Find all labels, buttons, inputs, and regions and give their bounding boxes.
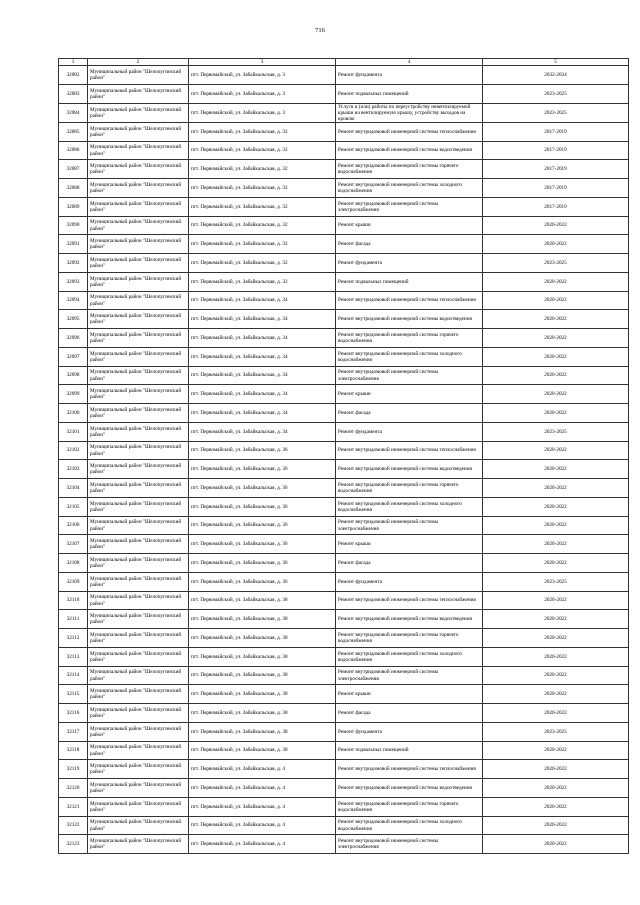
period-cell: 2020-2022 bbox=[483, 460, 629, 479]
work-type-cell: Ремонт внутридомовой инженерной системы горячего водоснабжения bbox=[336, 160, 483, 179]
address-cell: пгт. Первомайский, ул. Забайкальская, д. 36 bbox=[189, 479, 336, 498]
work-type-cell: Ремонт внутридомовой инженерной системы электроснабжения bbox=[336, 666, 483, 685]
column-header: 4 bbox=[336, 59, 483, 66]
address-cell: пгт. Первомайский, ул. Забайкальская, д. 38 bbox=[189, 741, 336, 760]
period-cell: 2020-2022 bbox=[483, 647, 629, 666]
work-type-cell: Ремонт внутридомовой инженерной системы электроснабжения bbox=[336, 516, 483, 535]
municipality-cell: Муниципальный район "Шелопугинский район" bbox=[88, 666, 189, 685]
period-cell: 2020-2022 bbox=[483, 329, 629, 348]
work-type-cell: Ремонт внутридомовой инженерной системы теплоснабжения bbox=[336, 591, 483, 610]
row-number-cell: 32096 bbox=[59, 329, 88, 348]
municipality-cell: Муниципальный район "Шелопугинский район" bbox=[88, 479, 189, 498]
work-type-cell: Ремонт фундамента bbox=[336, 572, 483, 591]
table-row bbox=[59, 591, 629, 610]
table-row bbox=[59, 122, 629, 141]
period-cell: 2020-2022 bbox=[483, 704, 629, 723]
row-number-cell: 32094 bbox=[59, 291, 88, 310]
municipality-cell: Муниципальный район "Шелопугинский район" bbox=[88, 760, 189, 779]
work-type-cell: Ремонт фундамента bbox=[336, 722, 483, 741]
row-number-cell: 32090 bbox=[59, 216, 88, 235]
address-cell: пгт. Первомайский, ул. Забайкальская, д. 3 bbox=[189, 84, 336, 103]
table-row bbox=[59, 779, 629, 798]
work-type-cell: Ремонт внутридомовой инженерной системы теплоснабжения bbox=[336, 441, 483, 460]
work-type-cell: Ремонт фундамента bbox=[336, 422, 483, 441]
address-cell: пгт. Первомайский, ул. Забайкальская, д. 36 bbox=[189, 516, 336, 535]
row-number-cell: 32114 bbox=[59, 666, 88, 685]
municipality-cell: Муниципальный район "Шелопугинский район" bbox=[88, 254, 189, 273]
municipality-cell: Муниципальный район "Шелопугинский район" bbox=[88, 404, 189, 423]
table-row bbox=[59, 385, 629, 404]
work-type-cell: Ремонт крыши bbox=[336, 535, 483, 554]
address-cell: пгт. Первомайский, ул. Забайкальская, д. 32 bbox=[189, 235, 336, 254]
address-cell: пгт. Первомайский, ул. Забайкальская, д. 38 bbox=[189, 722, 336, 741]
municipality-cell: Муниципальный район "Шелопугинский район" bbox=[88, 441, 189, 460]
table-row bbox=[59, 647, 629, 666]
period-cell: 2020-2022 bbox=[483, 479, 629, 498]
address-cell: пгт. Первомайский, ул. Забайкальская, д. 32 bbox=[189, 254, 336, 273]
municipality-cell: Муниципальный район "Шелопугинский район" bbox=[88, 722, 189, 741]
municipality-cell: Муниципальный район "Шелопугинский район" bbox=[88, 385, 189, 404]
municipality-cell: Муниципальный район "Шелопугинский район" bbox=[88, 741, 189, 760]
table-row bbox=[59, 741, 629, 760]
municipality-cell: Муниципальный район "Шелопугинский район" bbox=[88, 366, 189, 385]
period-cell: 2023-2025 bbox=[483, 422, 629, 441]
row-number-cell: 32101 bbox=[59, 422, 88, 441]
period-cell: 2020-2022 bbox=[483, 629, 629, 648]
row-number-cell: 32095 bbox=[59, 310, 88, 329]
period-cell: 2017-2019 bbox=[483, 197, 629, 216]
row-number-cell: 32093 bbox=[59, 272, 88, 291]
table-row bbox=[59, 835, 629, 854]
address-cell: пгт. Первомайский, ул. Забайкальская, д. 38 bbox=[189, 610, 336, 629]
table-row bbox=[59, 272, 629, 291]
municipality-cell: Муниципальный район "Шелопугинский район" bbox=[88, 497, 189, 516]
address-cell: пгт. Первомайский, ул. Забайкальская, д. 32 bbox=[189, 197, 336, 216]
address-cell: пгт. Первомайский, ул. Забайкальская, д. 32 bbox=[189, 160, 336, 179]
row-number-cell: 32087 bbox=[59, 160, 88, 179]
period-cell: 2020-2022 bbox=[483, 497, 629, 516]
address-cell: пгт. Первомайский, ул. Забайкальская, д. 4 bbox=[189, 835, 336, 854]
work-type-cell: Ремонт подвальных помещений bbox=[336, 84, 483, 103]
table-row bbox=[59, 366, 629, 385]
municipality-cell: Муниципальный район "Шелопугинский район" bbox=[88, 610, 189, 629]
row-number-cell: 32117 bbox=[59, 722, 88, 741]
table-row bbox=[59, 760, 629, 779]
address-cell: пгт. Первомайский, ул. Забайкальская, д. 34 bbox=[189, 291, 336, 310]
period-cell: 2017-2019 bbox=[483, 122, 629, 141]
page-number: 716 bbox=[315, 27, 325, 34]
column-header: 5 bbox=[483, 59, 629, 66]
column-header: 2 bbox=[88, 59, 189, 66]
table-row bbox=[59, 291, 629, 310]
address-cell: пгт. Первомайский, ул. Забайкальская, д. 3 bbox=[189, 66, 336, 85]
address-cell: пгт. Первомайский, ул. Забайкальская, д. 36 bbox=[189, 554, 336, 573]
row-number-cell: 32085 bbox=[59, 122, 88, 141]
municipality-cell: Муниципальный район "Шелопугинский район" bbox=[88, 160, 189, 179]
table-row bbox=[59, 685, 629, 704]
table-row bbox=[59, 216, 629, 235]
address-cell: пгт. Первомайский, ул. Забайкальская, д. 4 bbox=[189, 760, 336, 779]
municipality-cell: Муниципальный район "Шелопугинский район" bbox=[88, 554, 189, 573]
period-cell: 2020-2022 bbox=[483, 835, 629, 854]
municipality-cell: Муниципальный район "Шелопугинский район" bbox=[88, 103, 189, 122]
table-row bbox=[59, 497, 629, 516]
row-number-cell: 32105 bbox=[59, 497, 88, 516]
work-type-cell: Ремонт внутридомовой инженерной системы теплоснабжения bbox=[336, 760, 483, 779]
row-number-cell: 32112 bbox=[59, 629, 88, 648]
row-number-cell: 32083 bbox=[59, 84, 88, 103]
period-cell: 2020-2022 bbox=[483, 272, 629, 291]
table-row bbox=[59, 572, 629, 591]
period-cell: 2020-2022 bbox=[483, 797, 629, 816]
municipality-cell: Муниципальный район "Шелопугинский район" bbox=[88, 216, 189, 235]
address-cell: пгт. Первомайский, ул. Забайкальская, д. 34 bbox=[189, 347, 336, 366]
row-number-cell: 32118 bbox=[59, 741, 88, 760]
work-type-cell: Ремонт подвальных помещений bbox=[336, 741, 483, 760]
municipality-cell: Муниципальный район "Шелопугинский район" bbox=[88, 197, 189, 216]
work-type-cell: Ремонт внутридомовой инженерной системы электроснабжения bbox=[336, 366, 483, 385]
municipality-cell: Муниципальный район "Шелопугинский район" bbox=[88, 291, 189, 310]
municipality-cell: Муниципальный район "Шелопугинский район" bbox=[88, 835, 189, 854]
address-cell: пгт. Первомайский, ул. Забайкальская, д. 36 bbox=[189, 535, 336, 554]
row-number-cell: 32092 bbox=[59, 254, 88, 273]
row-number-cell: 32107 bbox=[59, 535, 88, 554]
municipality-cell: Муниципальный район "Шелопугинский район" bbox=[88, 591, 189, 610]
work-type-cell: Ремонт крыши bbox=[336, 216, 483, 235]
table-row bbox=[59, 329, 629, 348]
address-cell: пгт. Первомайский, ул. Забайкальская, д. 34 bbox=[189, 404, 336, 423]
address-cell: пгт. Первомайский, ул. Забайкальская, д. 4 bbox=[189, 797, 336, 816]
period-cell: 2023-2025 bbox=[483, 84, 629, 103]
address-cell: пгт. Первомайский, ул. Забайкальская, д. 38 bbox=[189, 591, 336, 610]
work-type-cell: Ремонт подвальных помещений bbox=[336, 272, 483, 291]
table-row bbox=[59, 460, 629, 479]
period-cell: 2020-2022 bbox=[483, 685, 629, 704]
row-number-cell: 32109 bbox=[59, 572, 88, 591]
address-cell: пгт. Первомайский, ул. Забайкальская, д. 36 bbox=[189, 497, 336, 516]
municipality-cell: Муниципальный район "Шелопугинский район" bbox=[88, 347, 189, 366]
period-cell: 2020-2022 bbox=[483, 816, 629, 835]
table-row bbox=[59, 554, 629, 573]
municipality-cell: Муниципальный район "Шелопугинский район" bbox=[88, 422, 189, 441]
address-cell: пгт. Первомайский, ул. Забайкальская, д. 4 bbox=[189, 779, 336, 798]
period-cell: 2020-2022 bbox=[483, 516, 629, 535]
row-number-cell: 32115 bbox=[59, 685, 88, 704]
address-cell: пгт. Первомайский, ул. Забайкальская, д. 38 bbox=[189, 666, 336, 685]
work-type-cell: Ремонт внутридомовой инженерной системы теплоснабжения bbox=[336, 291, 483, 310]
row-number-cell: 32091 bbox=[59, 235, 88, 254]
table-row bbox=[59, 141, 629, 160]
period-cell: 2023-2025 bbox=[483, 103, 629, 122]
row-number-cell: 32088 bbox=[59, 179, 88, 198]
period-cell: 2017-2019 bbox=[483, 179, 629, 198]
work-type-cell: Ремонт фундамента bbox=[336, 66, 483, 85]
address-cell: пгт. Первомайский, ул. Забайкальская, д. 32 bbox=[189, 272, 336, 291]
period-cell: 2023-2025 bbox=[483, 572, 629, 591]
table-row bbox=[59, 235, 629, 254]
work-type-cell: Ремонт внутридомовой инженерной системы горячего водоснабжения bbox=[336, 629, 483, 648]
row-number-cell: 32111 bbox=[59, 610, 88, 629]
table-row bbox=[59, 347, 629, 366]
row-number-cell: 32084 bbox=[59, 103, 88, 122]
row-number-cell: 32120 bbox=[59, 779, 88, 798]
work-type-cell: Ремонт крыши bbox=[336, 685, 483, 704]
table-row bbox=[59, 179, 629, 198]
work-type-cell: Ремонт внутридомовой инженерной системы холодного водоснабжения bbox=[336, 347, 483, 366]
municipality-cell: Муниципальный район "Шелопугинский район" bbox=[88, 84, 189, 103]
period-cell: 2020-2022 bbox=[483, 779, 629, 798]
period-cell: 2017-2019 bbox=[483, 141, 629, 160]
row-number-cell: 32110 bbox=[59, 591, 88, 610]
column-header: 3 bbox=[189, 59, 336, 66]
work-type-cell: Ремонт внутридомовой инженерной системы холодного водоснабжения bbox=[336, 497, 483, 516]
municipality-cell: Муниципальный район "Шелопугинский район" bbox=[88, 572, 189, 591]
table-row bbox=[59, 704, 629, 723]
municipality-cell: Муниципальный район "Шелопугинский район" bbox=[88, 647, 189, 666]
municipality-cell: Муниципальный район "Шелопугинский район" bbox=[88, 704, 189, 723]
address-cell: пгт. Первомайский, ул. Забайкальская, д. 36 bbox=[189, 572, 336, 591]
municipality-cell: Муниципальный район "Шелопугинский район" bbox=[88, 122, 189, 141]
address-cell: пгт. Первомайский, ул. Забайкальская, д. 34 bbox=[189, 385, 336, 404]
address-cell: пгт. Первомайский, ул. Забайкальская, д. 32 bbox=[189, 122, 336, 141]
period-cell: 2032-2034 bbox=[483, 66, 629, 85]
period-cell: 2020-2022 bbox=[483, 347, 629, 366]
address-cell: пгт. Первомайский, ул. Забайкальская, д. 38 bbox=[189, 647, 336, 666]
address-cell: пгт. Первомайский, ул. Забайкальская, д. 34 bbox=[189, 310, 336, 329]
row-number-cell: 32099 bbox=[59, 385, 88, 404]
table-row bbox=[59, 422, 629, 441]
address-cell: пгт. Первомайский, ул. Забайкальская, д. 34 bbox=[189, 329, 336, 348]
municipality-cell: Муниципальный район "Шелопугинский район" bbox=[88, 235, 189, 254]
row-number-cell: 32097 bbox=[59, 347, 88, 366]
work-type-cell: Услуги и (или) работы по переустройству невентилируемой крыши на вентилируемую крышу, устройству выходов на кровлю bbox=[336, 103, 483, 122]
table-body bbox=[59, 66, 629, 854]
table-row bbox=[59, 516, 629, 535]
address-cell: пгт. Первомайский, ул. Забайкальская, д. 38 bbox=[189, 685, 336, 704]
table-row bbox=[59, 254, 629, 273]
municipality-cell: Муниципальный район "Шелопугинский район" bbox=[88, 535, 189, 554]
municipality-cell: Муниципальный район "Шелопугинский район" bbox=[88, 329, 189, 348]
table-row bbox=[59, 722, 629, 741]
row-number-cell: 32102 bbox=[59, 441, 88, 460]
row-number-cell: 32089 bbox=[59, 197, 88, 216]
work-type-cell: Ремонт внутридомовой инженерной системы водоотведения bbox=[336, 779, 483, 798]
period-cell: 2020-2022 bbox=[483, 235, 629, 254]
capital-repair-table bbox=[58, 58, 629, 854]
address-cell: пгт. Первомайский, ул. Забайкальская, д. 32 bbox=[189, 216, 336, 235]
municipality-cell: Муниципальный район "Шелопугинский район" bbox=[88, 141, 189, 160]
work-type-cell: Ремонт внутридомовой инженерной системы водоотведения bbox=[336, 141, 483, 160]
work-type-cell: Ремонт внутридомовой инженерной системы водоотведения bbox=[336, 310, 483, 329]
work-type-cell: Ремонт крыши bbox=[336, 385, 483, 404]
period-cell: 2020-2022 bbox=[483, 535, 629, 554]
table-row bbox=[59, 441, 629, 460]
address-cell: пгт. Первомайский, ул. Забайкальская, д. 36 bbox=[189, 441, 336, 460]
period-cell: 2020-2022 bbox=[483, 310, 629, 329]
address-cell: пгт. Первомайский, ул. Забайкальская, д. 32 bbox=[189, 179, 336, 198]
period-cell: 2020-2022 bbox=[483, 760, 629, 779]
address-cell: пгт. Первомайский, ул. Забайкальская, д. 38 bbox=[189, 704, 336, 723]
address-cell: пгт. Первомайский, ул. Забайкальская, д. 34 bbox=[189, 366, 336, 385]
work-type-cell: Ремонт внутридомовой инженерной системы холодного водоснабжения bbox=[336, 816, 483, 835]
address-cell: пгт. Первомайский, ул. Забайкальская, д. 36 bbox=[189, 460, 336, 479]
period-cell: 2023-2025 bbox=[483, 254, 629, 273]
municipality-cell: Муниципальный район "Шелопугинский район" bbox=[88, 779, 189, 798]
table-row bbox=[59, 666, 629, 685]
period-cell: 2020-2022 bbox=[483, 366, 629, 385]
column-number-row bbox=[59, 59, 629, 66]
column-header: 1 bbox=[59, 59, 88, 66]
row-number-cell: 32116 bbox=[59, 704, 88, 723]
work-type-cell: Ремонт фундамента bbox=[336, 254, 483, 273]
row-number-cell: 32121 bbox=[59, 797, 88, 816]
work-type-cell: Ремонт фасада bbox=[336, 404, 483, 423]
row-number-cell: 32119 bbox=[59, 760, 88, 779]
period-cell: 2020-2022 bbox=[483, 666, 629, 685]
table-row bbox=[59, 66, 629, 85]
address-cell: пгт. Первомайский, ул. Забайкальская, д. 32 bbox=[189, 141, 336, 160]
period-cell: 2017-2019 bbox=[483, 160, 629, 179]
municipality-cell: Муниципальный район "Шелопугинский район" bbox=[88, 797, 189, 816]
municipality-cell: Муниципальный район "Шелопугинский район" bbox=[88, 66, 189, 85]
work-type-cell: Ремонт внутридомовой инженерной системы холодного водоснабжения bbox=[336, 647, 483, 666]
period-cell: 2020-2022 bbox=[483, 741, 629, 760]
work-type-cell: Ремонт внутридомовой инженерной системы горячего водоснабжения bbox=[336, 479, 483, 498]
row-number-cell: 32098 bbox=[59, 366, 88, 385]
work-type-cell: Ремонт внутридомовой инженерной системы водоотведения bbox=[336, 460, 483, 479]
table-row bbox=[59, 816, 629, 835]
address-cell: пгт. Первомайский, ул. Забайкальская, д. 34 bbox=[189, 422, 336, 441]
work-type-cell: Ремонт внутридомовой инженерной системы холодного водоснабжения bbox=[336, 179, 483, 198]
period-cell: 2020-2022 bbox=[483, 216, 629, 235]
table-row bbox=[59, 197, 629, 216]
row-number-cell: 32104 bbox=[59, 479, 88, 498]
period-cell: 2020-2022 bbox=[483, 554, 629, 573]
address-cell: пгт. Первомайский, ул. Забайкальская, д. 38 bbox=[189, 629, 336, 648]
period-cell: 2020-2022 bbox=[483, 591, 629, 610]
row-number-cell: 32122 bbox=[59, 816, 88, 835]
work-type-cell: Ремонт внутридомовой инженерной системы водоотведения bbox=[336, 610, 483, 629]
work-type-cell: Ремонт внутридомовой инженерной системы горячего водоснабжения bbox=[336, 797, 483, 816]
table-row bbox=[59, 797, 629, 816]
table-row bbox=[59, 84, 629, 103]
municipality-cell: Муниципальный район "Шелопугинский район" bbox=[88, 460, 189, 479]
table-row bbox=[59, 103, 629, 122]
work-type-cell: Ремонт фасада bbox=[336, 554, 483, 573]
table-row bbox=[59, 629, 629, 648]
address-cell: пгт. Первомайский, ул. Забайкальская, д. 4 bbox=[189, 816, 336, 835]
row-number-cell: 32113 bbox=[59, 647, 88, 666]
row-number-cell: 32086 bbox=[59, 141, 88, 160]
work-type-cell: Ремонт внутридомовой инженерной системы электроснабжения bbox=[336, 197, 483, 216]
address-cell: пгт. Первомайский, ул. Забайкальская, д. 3 bbox=[189, 103, 336, 122]
municipality-cell: Муниципальный район "Шелопугинский район" bbox=[88, 516, 189, 535]
period-cell: 2020-2022 bbox=[483, 404, 629, 423]
table-row bbox=[59, 160, 629, 179]
period-cell: 2020-2022 bbox=[483, 441, 629, 460]
table-row bbox=[59, 610, 629, 629]
row-number-cell: 32082 bbox=[59, 66, 88, 85]
municipality-cell: Муниципальный район "Шелопугинский район" bbox=[88, 310, 189, 329]
row-number-cell: 32106 bbox=[59, 516, 88, 535]
period-cell: 2023-2025 bbox=[483, 722, 629, 741]
period-cell: 2020-2022 bbox=[483, 291, 629, 310]
municipality-cell: Муниципальный район "Шелопугинский район" bbox=[88, 816, 189, 835]
table-row bbox=[59, 535, 629, 554]
table-row bbox=[59, 310, 629, 329]
municipality-cell: Муниципальный район "Шелопугинский район" bbox=[88, 179, 189, 198]
table-header bbox=[59, 59, 629, 66]
municipality-cell: Муниципальный район "Шелопугинский район" bbox=[88, 629, 189, 648]
municipality-cell: Муниципальный район "Шелопугинский район" bbox=[88, 272, 189, 291]
row-number-cell: 32123 bbox=[59, 835, 88, 854]
row-number-cell: 32103 bbox=[59, 460, 88, 479]
period-cell: 2020-2022 bbox=[483, 610, 629, 629]
work-type-cell: Ремонт фасада bbox=[336, 235, 483, 254]
period-cell: 2020-2022 bbox=[483, 385, 629, 404]
row-number-cell: 32108 bbox=[59, 554, 88, 573]
work-type-cell: Ремонт внутридомовой инженерной системы теплоснабжения bbox=[336, 122, 483, 141]
work-type-cell: Ремонт внутридомовой инженерной системы горячего водоснабжения bbox=[336, 329, 483, 348]
row-number-cell: 32100 bbox=[59, 404, 88, 423]
table-row bbox=[59, 404, 629, 423]
table-row bbox=[59, 479, 629, 498]
work-type-cell: Ремонт фасада bbox=[336, 704, 483, 723]
municipality-cell: Муниципальный район "Шелопугинский район" bbox=[88, 685, 189, 704]
work-type-cell: Ремонт внутридомовой инженерной системы электроснабжения bbox=[336, 835, 483, 854]
